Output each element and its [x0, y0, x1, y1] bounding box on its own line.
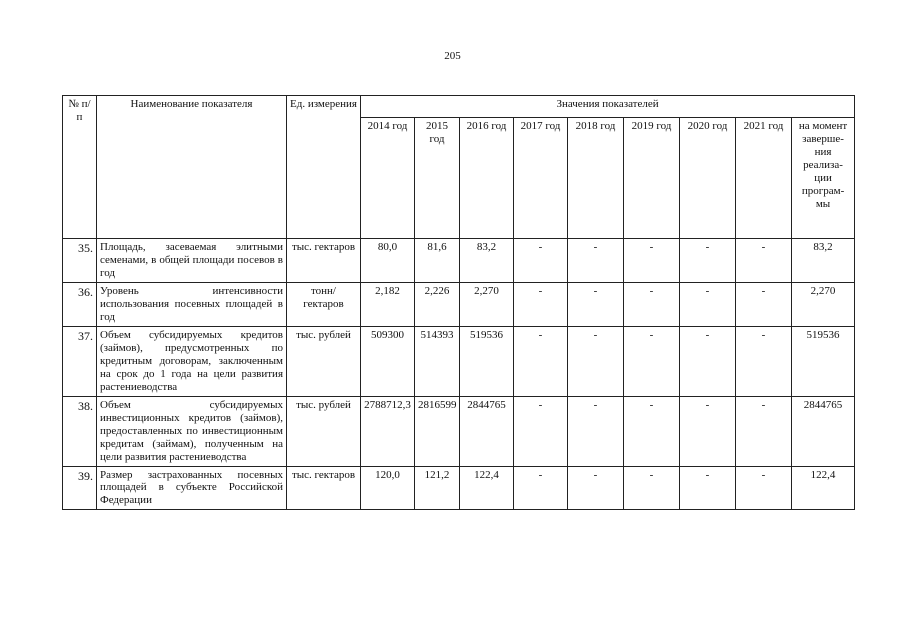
value-cell: - [680, 326, 736, 396]
header-year-2016: 2016 год [460, 118, 514, 239]
row-number: 35. [63, 239, 97, 283]
value-cell: - [624, 239, 680, 283]
indicator-name: Объем субсидируемых инвестиционных кредитов (займов), предоставленных по инвестиционным кредитам (займам), полученным на цели развития растениеводства [97, 396, 287, 466]
value-cell: - [568, 239, 624, 283]
value-cell: 122,4 [460, 466, 514, 510]
final-value-cell: 2844765 [792, 396, 855, 466]
unit-cell: тыс. гектаров [287, 466, 361, 510]
header-name: Наименование показателя [97, 96, 287, 239]
indicators-table [62, 95, 855, 510]
header-year-2017: 2017 год [514, 118, 568, 239]
row-number: 36. [63, 282, 97, 326]
value-cell: 2844765 [460, 396, 514, 466]
header-year-2021: 2021 год [736, 118, 792, 239]
value-cell: - [624, 326, 680, 396]
value-cell: - [624, 396, 680, 466]
value-cell: 2,270 [460, 282, 514, 326]
value-cell: - [680, 396, 736, 466]
value-cell: - [736, 239, 792, 283]
indicator-name: Площадь, засеваемая элитными семенами, в общей площади посевов в год [97, 239, 287, 283]
header-index: № п/п [63, 96, 97, 239]
header-year-2020: 2020 год [680, 118, 736, 239]
page-number: 205 [444, 50, 461, 62]
value-cell: - [680, 239, 736, 283]
value-cell: - [624, 466, 680, 510]
header-year-2014: 2014 год [361, 118, 415, 239]
table-row [63, 396, 855, 466]
row-number: 39. [63, 466, 97, 510]
value-cell: 519536 [460, 326, 514, 396]
value-cell: - [736, 396, 792, 466]
unit-cell: тыс. рублей [287, 396, 361, 466]
value-cell: - [514, 282, 568, 326]
value-cell: - [680, 282, 736, 326]
final-value-cell: 519536 [792, 326, 855, 396]
value-cell: 2,226 [415, 282, 460, 326]
value-cell: 120,0 [361, 466, 415, 510]
value-cell: 2,182 [361, 282, 415, 326]
value-cell: 2788712,3 [361, 396, 415, 466]
value-cell: - [680, 466, 736, 510]
header-unit: Ед. измерения [287, 96, 361, 239]
final-value-cell: 122,4 [792, 466, 855, 510]
value-cell: 80,0 [361, 239, 415, 283]
header-year-2019: 2019 год [624, 118, 680, 239]
table-row [63, 282, 855, 326]
indicator-name: Уровень интенсивности использования посевных площадей в год [97, 282, 287, 326]
header-year-2018: 2018 год [568, 118, 624, 239]
value-cell: - [568, 282, 624, 326]
value-cell: 83,2 [460, 239, 514, 283]
value-cell: 2816599 [415, 396, 460, 466]
indicator-name: Размер застрахованных посевных площадей в субъекте Российской Федерации [97, 466, 287, 510]
value-cell: - [514, 326, 568, 396]
unit-cell: тыс. гектаров [287, 239, 361, 283]
value-cell: - [624, 282, 680, 326]
final-value-cell: 83,2 [792, 239, 855, 283]
value-cell: 514393 [415, 326, 460, 396]
header-year-2015: 2015 год [415, 118, 460, 239]
table-row [63, 466, 855, 510]
table-body [63, 239, 855, 510]
value-cell: - [514, 396, 568, 466]
value-cell: - [514, 239, 568, 283]
indicator-name: Объем субсидируемых кредитов (займов), предусмотренных по кредитным договорам, заключенным на срок до 1 года на цели развития растениеводства [97, 326, 287, 396]
value-cell: 509300 [361, 326, 415, 396]
value-cell: - [568, 466, 624, 510]
unit-cell: тонн/ гектаров [287, 282, 361, 326]
row-number: 38. [63, 396, 97, 466]
value-cell: - [568, 396, 624, 466]
value-cell: 81,6 [415, 239, 460, 283]
value-cell: - [736, 326, 792, 396]
header-values-group: Значения показателей [361, 96, 855, 118]
final-value-cell: 2,270 [792, 282, 855, 326]
header-final: на момент заверше-ния реализа-ции програм-мы [792, 118, 855, 239]
value-cell: - [736, 466, 792, 510]
row-number: 37. [63, 326, 97, 396]
value-cell: 121,2 [415, 466, 460, 510]
value-cell: - [514, 466, 568, 510]
table-row [63, 326, 855, 396]
unit-cell: тыс. рублей [287, 326, 361, 396]
value-cell: - [568, 326, 624, 396]
value-cell: - [736, 282, 792, 326]
table-row [63, 239, 855, 283]
